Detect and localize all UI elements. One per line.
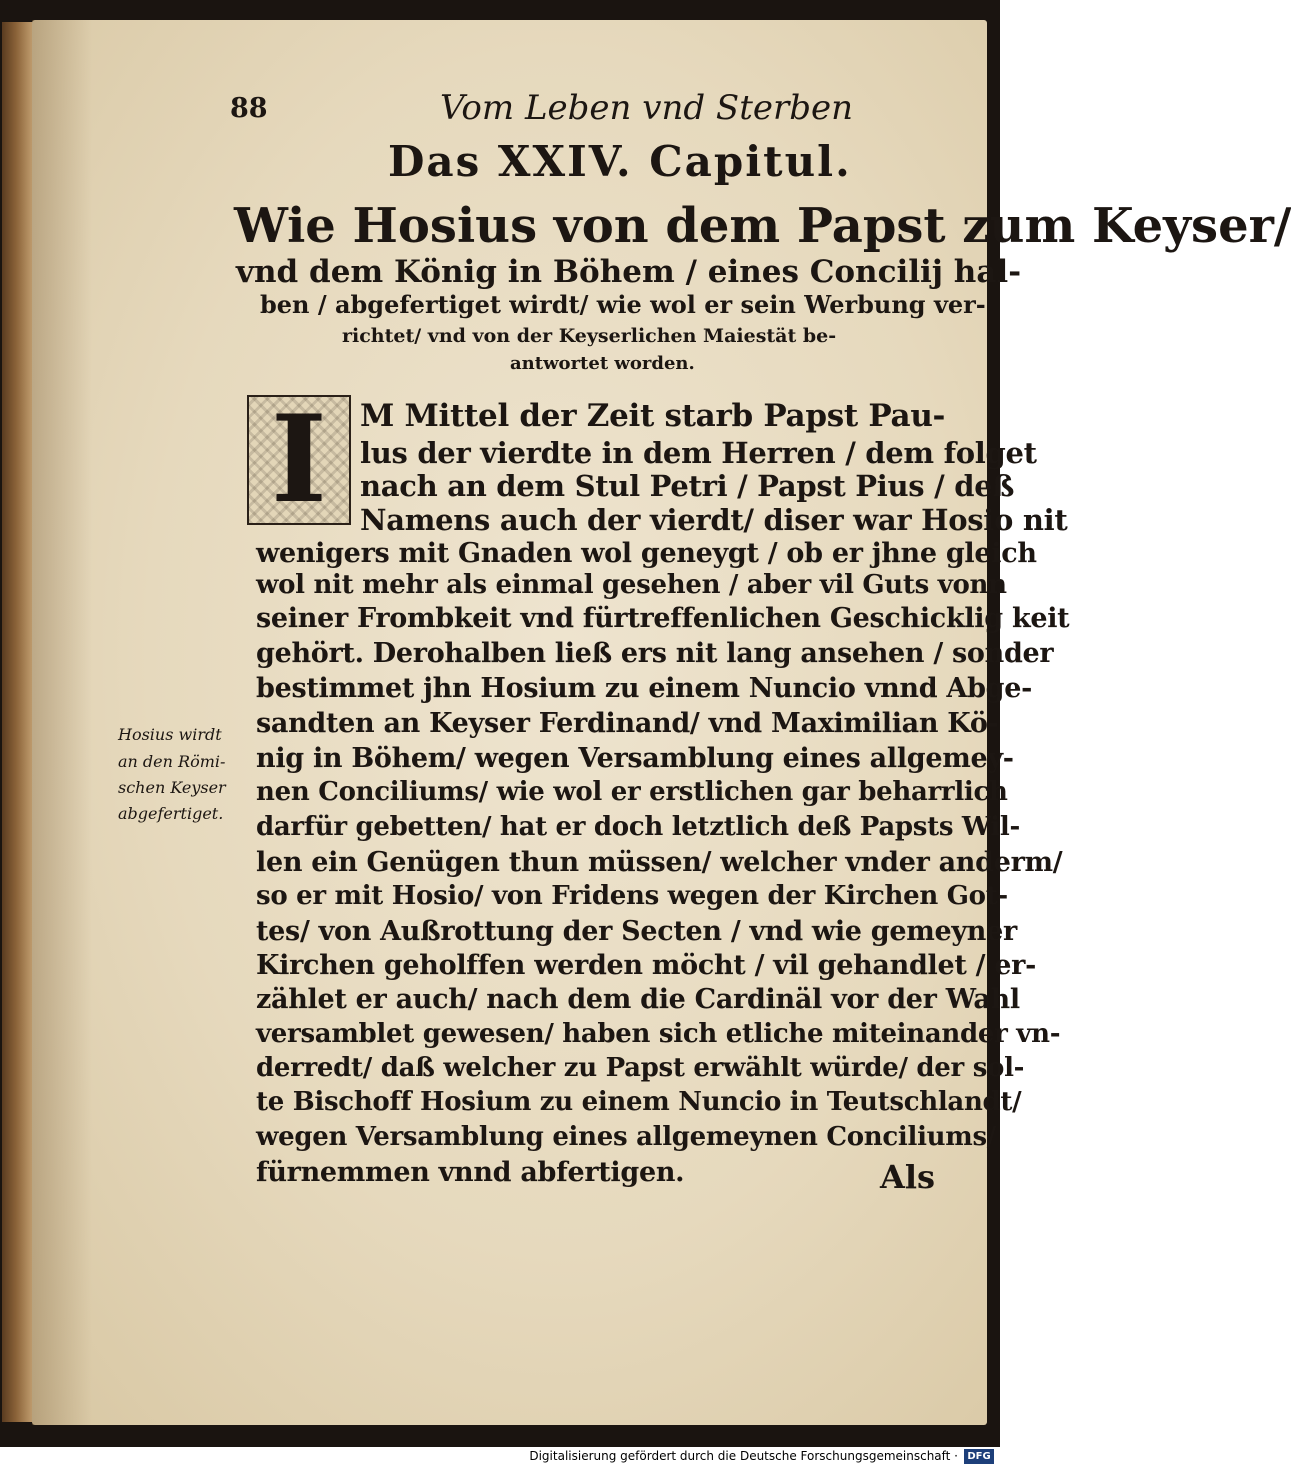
page-gutter-shadow [32, 20, 92, 1425]
body-line: bestimmet jhn Hosium zu einem Nuncio vnnd Abge- [256, 673, 1033, 704]
body-line: wol nit mehr als einmal gesehen / aber vil Guts vonn [256, 570, 1007, 600]
body-line: tes/ von Außrottung der Secten / vnd wie gemeyner [256, 916, 1017, 947]
body-line: gehört. Derohalben ließ ers nit lang ansehen / sonder [256, 638, 1054, 669]
body-line: nen Conciliums/ wie wol er erstlichen gar beharrlich [256, 777, 1008, 807]
margin-note-line: Hosius wirdt [118, 725, 222, 744]
body-line: derredt/ daß welcher zu Papst erwählt würde/ der sol- [256, 1053, 1025, 1083]
margin-note-line: an den Römi- [118, 752, 226, 771]
dfg-logo-text: DFG [967, 1451, 991, 1462]
dfg-logo-icon [964, 1449, 994, 1464]
page-number: 88 [230, 93, 268, 124]
body-line: versamblet gewesen/ haben sich etliche miteinander vn- [256, 1019, 1061, 1049]
body-line: so er mit Hosio/ von Fridens wegen der Kirchen Got- [256, 881, 1008, 911]
margin-note-line: schen Keyser [118, 778, 226, 797]
body-line: zählet er auch/ nach dem die Cardinäl vor der Wahl [256, 984, 1020, 1015]
body-line: te Bischoff Hosium zu einem Nuncio in Teutschlandt/ [256, 1087, 1022, 1117]
body-line: wegen Versamblung eines allgemeynen Conciliums/ [256, 1122, 997, 1152]
catchword: Als [880, 1158, 935, 1196]
body-line: darfür gebetten/ hat er doch letztlich deß Papsts Wil- [256, 812, 1021, 842]
body-line: M Mittel der Zeit starb Papst Pau- [360, 398, 946, 434]
body-line: sandten an Keyser Ferdinand/ vnd Maximilian Kö- [256, 708, 999, 739]
running-head: Vom Leben vnd Sterben [440, 88, 854, 128]
chapter-title-line: ben / abgefertiget wirdt/ wie wol er sein Werbung ver- [260, 290, 986, 319]
body-line: fürnemmen vnnd abfertigen. [256, 1157, 685, 1188]
initial-letter: I [270, 389, 328, 530]
margin-note-line: abgefertiget. [118, 804, 224, 823]
chapter-heading: Das XXIV. Capitul. [388, 137, 852, 186]
body-line: len ein Genügen thun müssen/ welcher vnder anderm/ [256, 847, 1063, 878]
body-line: Namens auch der vierdt/ diser war Hosio nit [360, 503, 1068, 537]
body-line: Kirchen geholffen werden möcht / vil gehandlet / er- [256, 950, 1037, 981]
chapter-title-line: richtet/ vnd von der Keyserlichen Maiestät be- [342, 325, 837, 347]
chapter-title-line: Wie Hosius von dem Papst zum Keyser/ [234, 198, 1291, 254]
body-line: wenigers mit Gnaden wol geneygt / ob er jhne gleich [256, 538, 1037, 569]
body-line: seiner Frombkeit vnd fürtreffenlichen Geschicklig keit [256, 603, 1070, 634]
body-line: nig in Böhem/ wegen Versamblung eines allgemey- [256, 743, 1014, 774]
funding-credit: Digitalisierung gefördert durch die Deutsche Forschungsgemeinschaft · [529, 1449, 958, 1463]
body-line: nach an dem Stul Petri / Papst Pius / deß [360, 469, 1015, 503]
chapter-title-line: antwortet worden. [510, 353, 695, 374]
decorated-initial [247, 389, 351, 530]
body-line: lus der vierdte in dem Herren / dem folget [360, 436, 1037, 470]
chapter-title-line: vnd dem König in Böhem / eines Concilij hal- [236, 254, 1022, 290]
